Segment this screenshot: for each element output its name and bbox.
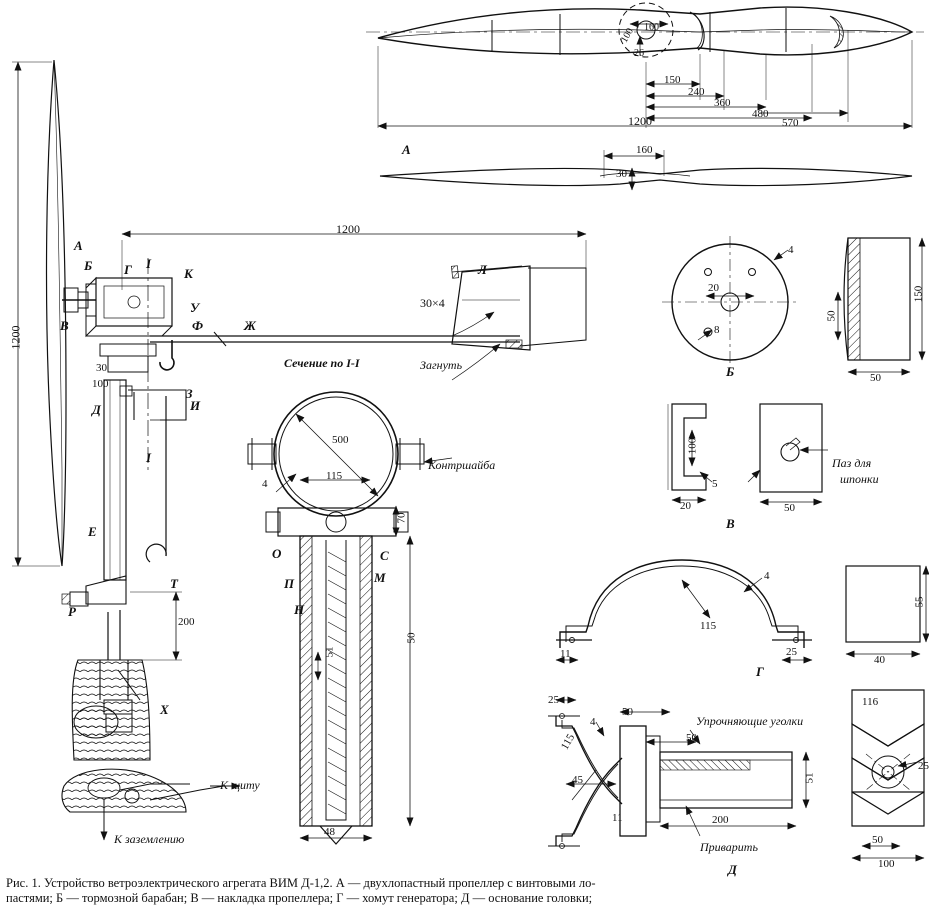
view-key-B: Б bbox=[726, 364, 735, 379]
label-X: Х bbox=[160, 702, 169, 717]
label-O: О bbox=[272, 546, 282, 561]
label-F: Ф bbox=[192, 318, 204, 333]
dim-1200-boom: 1200 bbox=[336, 222, 360, 236]
dim-30x4: 30×4 bbox=[420, 296, 445, 310]
dim-100-pad: 100 bbox=[686, 437, 699, 455]
label-P: П bbox=[284, 576, 295, 591]
label-U: У bbox=[190, 300, 200, 315]
dim-116: 116 bbox=[862, 696, 879, 708]
dim-570: 570 bbox=[782, 117, 799, 129]
note-keyway-2: шпонки bbox=[840, 472, 879, 486]
dim-50-drum-h: 50 bbox=[825, 310, 838, 322]
label-Zh: Ж bbox=[244, 318, 256, 333]
dim-50-drum-w: 50 bbox=[870, 372, 881, 384]
view-key-V: В bbox=[726, 516, 735, 531]
label-L: Л bbox=[478, 262, 487, 277]
dim-8-drum: 8 bbox=[714, 324, 720, 336]
label-N: Н bbox=[294, 602, 305, 617]
dim-4-clampG: 4 bbox=[764, 570, 770, 582]
dim-20-drum: 20 bbox=[708, 282, 719, 294]
dim-55: 55 bbox=[913, 596, 926, 608]
dim-5-pad: 5 bbox=[712, 478, 718, 490]
note-lock-washer: Контршайба bbox=[428, 458, 496, 472]
dim-30-edge: 30 bbox=[616, 168, 627, 180]
dim-20-pad: 20 bbox=[680, 500, 691, 512]
label-S: С bbox=[380, 548, 389, 563]
view-key-A: А bbox=[402, 142, 411, 157]
dim-1200-blade: 1200 bbox=[8, 325, 23, 350]
label-Z: З bbox=[186, 386, 193, 401]
label-G: Г bbox=[124, 262, 132, 277]
dim-50-pad: 50 bbox=[784, 502, 795, 514]
section-title: Сечение по I-I bbox=[284, 356, 360, 370]
section-mark-I-bottom: I bbox=[146, 450, 152, 465]
label-E: Е bbox=[88, 524, 97, 539]
dim-11-base: 11 bbox=[612, 812, 623, 824]
label-D: Д bbox=[92, 402, 101, 417]
label-A: А bbox=[74, 238, 83, 253]
view-key-D: Д bbox=[728, 862, 737, 877]
dim-30-hub: 30 bbox=[96, 362, 107, 374]
dim-50-flange: 70 bbox=[395, 512, 408, 524]
dim-360: 360 bbox=[714, 97, 731, 109]
dim-50-base-top: 50 bbox=[622, 706, 633, 718]
label-V: В bbox=[60, 318, 69, 333]
dim-70-clamp: 115 bbox=[326, 470, 343, 482]
dim-25-right: 25 bbox=[786, 646, 797, 658]
note-reinforce-angles: Упрочняющие уголки bbox=[696, 714, 804, 728]
label-K: К bbox=[184, 266, 193, 281]
note-bend: Загнуть bbox=[420, 358, 463, 372]
dim-4-clamp: 4 bbox=[262, 478, 268, 490]
dim-160-hub: 160 bbox=[644, 22, 659, 33]
note-weld: Приварить bbox=[700, 840, 758, 854]
note-keyway-1: Паз для bbox=[832, 456, 872, 470]
dim-40: 40 bbox=[874, 654, 885, 666]
dim-48-pipe: 48 bbox=[324, 826, 335, 838]
dim-200-pipe: 50 bbox=[405, 632, 418, 644]
dim-100-hub: 100 bbox=[618, 26, 637, 45]
dim-4-base: 4 bbox=[590, 716, 596, 728]
dim-200-base: 200 bbox=[712, 814, 729, 826]
dim-1200-plan: 1200 bbox=[628, 114, 652, 128]
dim-50-head: 50 bbox=[872, 834, 883, 846]
dim-25-base: 25 bbox=[548, 694, 559, 706]
dim-51-pipe: 51 bbox=[323, 646, 336, 658]
caption-line-2: пастями; Б — тормозной барабан; В — накладка пропеллера; Г — хомут генератора; Д — основание головки; bbox=[6, 891, 593, 905]
view-key-G: Г bbox=[756, 664, 764, 679]
dim-480: 480 bbox=[752, 108, 769, 120]
dim-500: 200 bbox=[178, 616, 195, 628]
label-I-part: И bbox=[190, 398, 201, 413]
label-M: М bbox=[374, 570, 386, 585]
dim-45-base: 45 bbox=[572, 774, 583, 786]
dim-150: 150 bbox=[664, 74, 681, 86]
dim-100-hub2: 100 bbox=[92, 378, 109, 390]
label-B: Б bbox=[84, 258, 93, 273]
label-T: Т bbox=[170, 576, 178, 591]
dim-51-base: 51 bbox=[803, 772, 816, 784]
figure-caption bbox=[0, 876, 929, 920]
dim-115-base: 115 bbox=[558, 732, 578, 752]
dim-26-hub: 26 bbox=[634, 48, 644, 59]
dim-115-clampG: 115 bbox=[700, 620, 717, 632]
dim-150-drum: 150 bbox=[912, 285, 925, 303]
caption-line-1: Рис. 1. Устройство ветроэлектрического агрегата ВИМ Д-1,2. А — двухлопастный пропеллер с винтовыми ло- bbox=[6, 876, 596, 890]
dim-4-drum: 4 bbox=[788, 244, 794, 256]
dim-50-base-mid: 50 bbox=[686, 732, 697, 744]
dim-115-clamp: 500 bbox=[332, 434, 349, 446]
label-R: Р bbox=[68, 604, 76, 619]
dim-11-left: 11 bbox=[560, 648, 571, 660]
dim-100-head: 100 bbox=[878, 858, 895, 870]
dim-25-head: 25 bbox=[918, 760, 929, 772]
dim-160-edge: 160 bbox=[636, 144, 653, 156]
note-to-ground: К заземлению bbox=[114, 832, 185, 846]
dim-240: 240 bbox=[688, 86, 705, 98]
note-to-panel: К щиту bbox=[220, 778, 260, 792]
section-mark-I-top: I bbox=[146, 256, 152, 271]
